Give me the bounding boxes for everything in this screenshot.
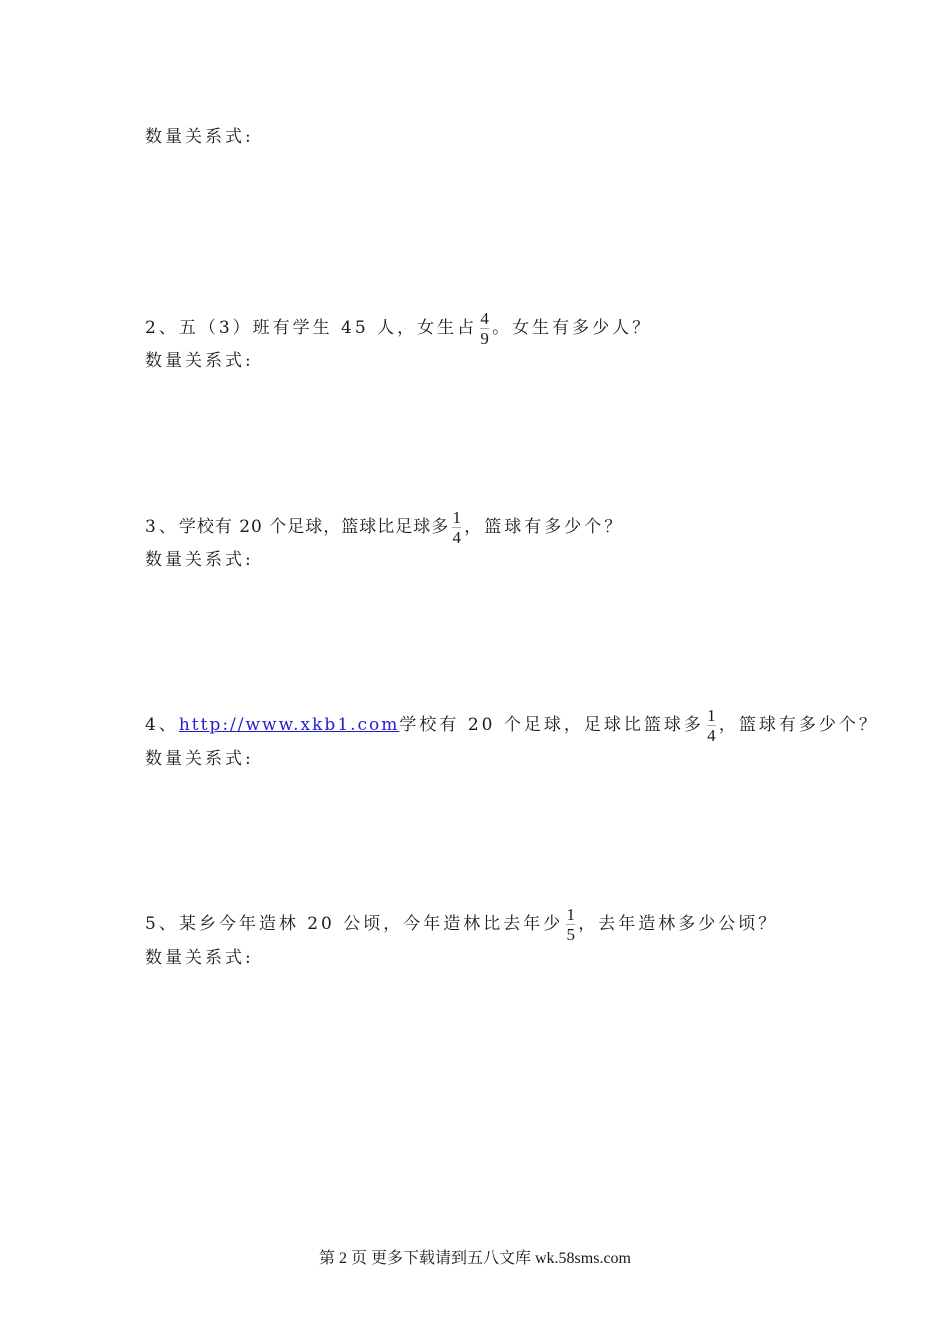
fraction xyxy=(480,310,489,347)
problem-text-end: 。女生有多少人？ xyxy=(492,318,653,338)
fraction-numerator: 1 xyxy=(707,706,716,725)
fraction-denominator: 4 xyxy=(452,528,462,547)
relation-label: 数量关系式: xyxy=(145,550,254,570)
fraction xyxy=(452,509,461,546)
relation-label: 数量关系式: xyxy=(145,351,254,371)
problem-text-end: ，篮球有多少个？ xyxy=(464,517,625,537)
problem-4 xyxy=(145,707,879,744)
fraction-numerator: 4 xyxy=(480,309,489,328)
problem-number: 2、 xyxy=(145,318,179,338)
problem-text-end: ，篮球有多少个？ xyxy=(718,715,879,735)
problem-text: 学校有 20 个足球，足球比篮球多 xyxy=(399,715,704,735)
fraction-denominator: 4 xyxy=(707,726,716,745)
problem-2 xyxy=(145,310,652,347)
problem-number: 4、 xyxy=(145,715,179,735)
problem-text-end: ，去年造林多少公顷？ xyxy=(578,914,779,934)
fraction-numerator: 1 xyxy=(566,905,576,924)
fraction-numerator: 1 xyxy=(452,508,462,527)
problem-number: 3、 xyxy=(145,517,179,537)
problem-text: 学校有 20 个足球，篮球比足球多 xyxy=(178,517,450,537)
relation-label: 数量关系式: xyxy=(145,948,254,968)
fraction-denominator: 5 xyxy=(566,925,576,944)
fraction xyxy=(707,707,716,744)
relation-label: 数量关系式: xyxy=(145,127,254,147)
problem-number: 5、 xyxy=(145,914,179,934)
relation-label: 数量关系式: xyxy=(145,749,254,769)
problem-3 xyxy=(145,509,624,546)
problem-text: 五（3）班有学生 45 人，女生占 xyxy=(178,318,478,338)
page-footer: 第 2 页 更多下载请到五八文库 wk.58sms.com xyxy=(318,1250,631,1267)
fraction xyxy=(566,906,575,943)
website-link[interactable]: http://www.xkb1.com xyxy=(178,715,400,735)
fraction-denominator: 9 xyxy=(480,329,489,348)
problem-text: 某乡今年造林 20 公顷，今年造林比去年少 xyxy=(178,914,564,934)
problem-5 xyxy=(145,906,778,943)
